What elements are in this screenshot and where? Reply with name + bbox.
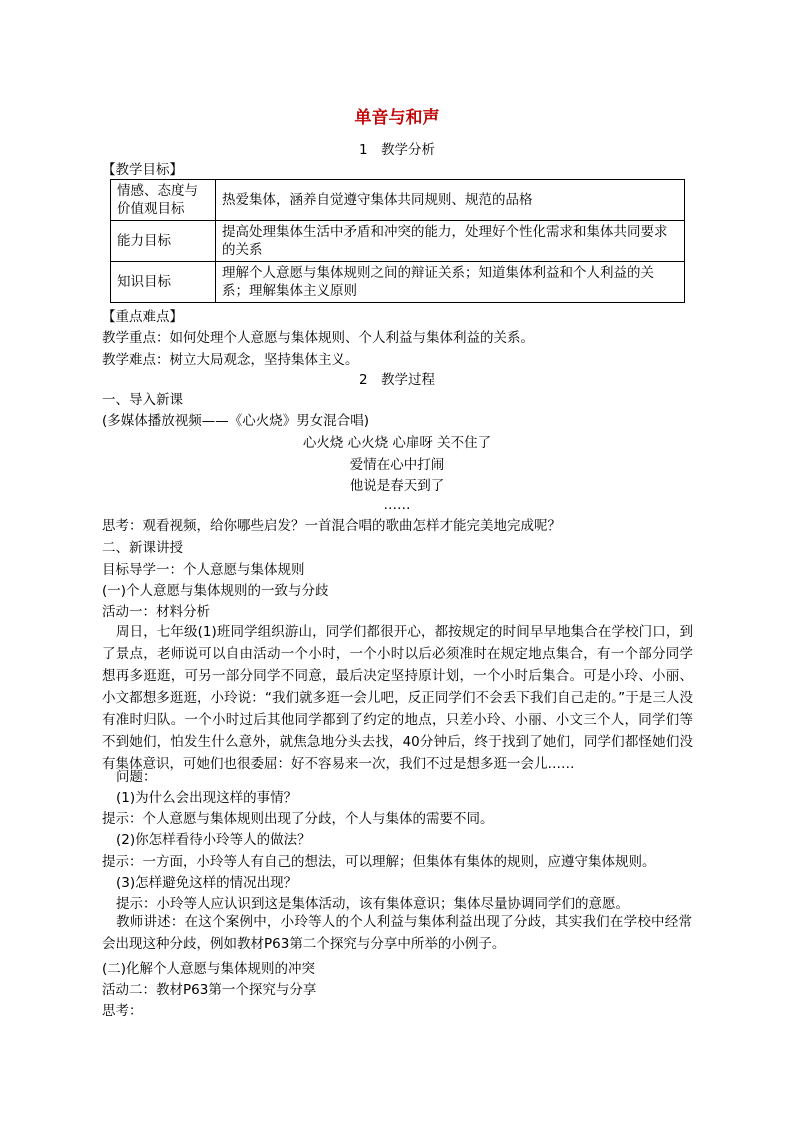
page-title: 单音与和声	[354, 108, 440, 128]
goal-label-ability: 能力目标	[111, 221, 216, 262]
lyric-line: 爱情在心中打闹	[349, 457, 445, 473]
think-question-1: 思考：观看视频，给你哪些启发？一首混合唱的歌曲怎样才能完美地完成呢？	[102, 518, 561, 534]
table-row	[111, 221, 685, 262]
subheading-2: (二)化解个人意愿与集体规则的冲突	[102, 961, 316, 977]
answer-3: 提示：小玲等人应认识到这是集体活动，该有集体意识；集体尽量协调同学们的意愿。	[116, 896, 629, 912]
teacher-paragraph: 教师讲述：在这个案例中，小玲等人的个人利益与集体利益出现了分歧，其实我们在学校中经常会出现这种分歧，例如教材P63第二个探究与分享中所举的小例子。	[102, 914, 692, 952]
question-1: (1)为什么会出现这样的事情？	[116, 790, 298, 806]
intro-media: (多媒体播放视频——《心火烧》男女混合唱)	[102, 413, 370, 429]
activity-1-heading: 活动一：材料分析	[102, 604, 210, 620]
question-2: (2)你怎样看待小玲等人的做法？	[116, 832, 311, 848]
section-heading-process: 2 教学过程	[358, 372, 436, 388]
difficult-point: 教学难点：树立大局观念，坚持集体主义。	[102, 352, 359, 368]
table-row	[111, 262, 685, 303]
lyric-line: ……	[383, 497, 411, 513]
key-point: 教学重点：如何处理个人意愿与集体规则、个人利益与集体利益的关系。	[102, 330, 534, 346]
section-heading-analysis: 1 教学分析	[358, 142, 436, 158]
target-heading-1: 目标导学一：个人意愿与集体规则	[102, 562, 305, 578]
lyric-line: 心火烧 心火烧 心扉呀 关不住了	[302, 435, 492, 451]
goal-content-emotion: 热爱集体，涵养自觉遵守集体共同规则、规范的品格	[216, 180, 685, 221]
goal-content-knowledge: 理解个人意愿与集体规则之间的辩证关系；知道集体利益和个人利益的关系；理解集体主义原则	[216, 262, 685, 303]
question-3: (3)怎样避免这样的情况出现？	[116, 875, 298, 891]
questions-label: 问题：	[116, 769, 157, 785]
subheading-1: (一)个人意愿与集体规则的一致与分歧	[102, 583, 329, 599]
table-row	[111, 180, 685, 221]
key-heading: 【重点难点】	[102, 309, 183, 325]
intro-heading: 一、导入新课	[102, 392, 183, 408]
goal-label-knowledge: 知识目标	[111, 262, 216, 303]
goals-heading: 【教学目标】	[102, 162, 183, 178]
answer-1: 提示：个人意愿与集体规则出现了分歧，个人与集体的需要不同。	[102, 811, 494, 827]
lyric-line: 他说是春天到了	[349, 478, 445, 494]
activity-2-heading: 活动二：教材P63第一个探究与分享	[102, 982, 317, 998]
goal-content-ability: 提高处理集体生活中矛盾和冲突的能力，处理好个性化需求和集体共同要求的关系	[216, 221, 685, 262]
goals-table	[110, 179, 685, 303]
new-lesson-heading: 二、新课讲授	[102, 540, 183, 556]
answer-2: 提示：一方面，小玲等人有自己的想法，可以理解；但集体有集体的规则，应遵守集体规则。	[102, 854, 656, 870]
story-paragraph: 周日，七年级(1)班同学组织游山，同学们都很开心，都按规定的时间早早地集合在学校门口，到了景点，老师说可以自由活动一个小时，一个小时以后必须准时在规定地点集合，有一个部分同学想再多逛逛，可另一部分同学不同意，最后决定坚持原计划，一个小时后集合。可是小玲、小丽、小文都想多逛逛，小玲说：“我们就多逛一会儿吧，反正同学们不会丢下我们自己走的。”于是三人没有准时归队。一个小时过后其他同学都到了约定的地点，只差小玲、小丽、小文三个人，同学们等不到她们，怕发生什么意外，就焦急地分头去找，40分钟后，终于找到了她们，同学们都怪她们没有集体意识，可她们也很委屈：好不容易来一次，我们不过是想多逛一会儿……	[102, 624, 693, 772]
goal-label-emotion: 情感、态度与价值观目标	[111, 180, 216, 221]
think-label: 思考：	[102, 1003, 143, 1019]
